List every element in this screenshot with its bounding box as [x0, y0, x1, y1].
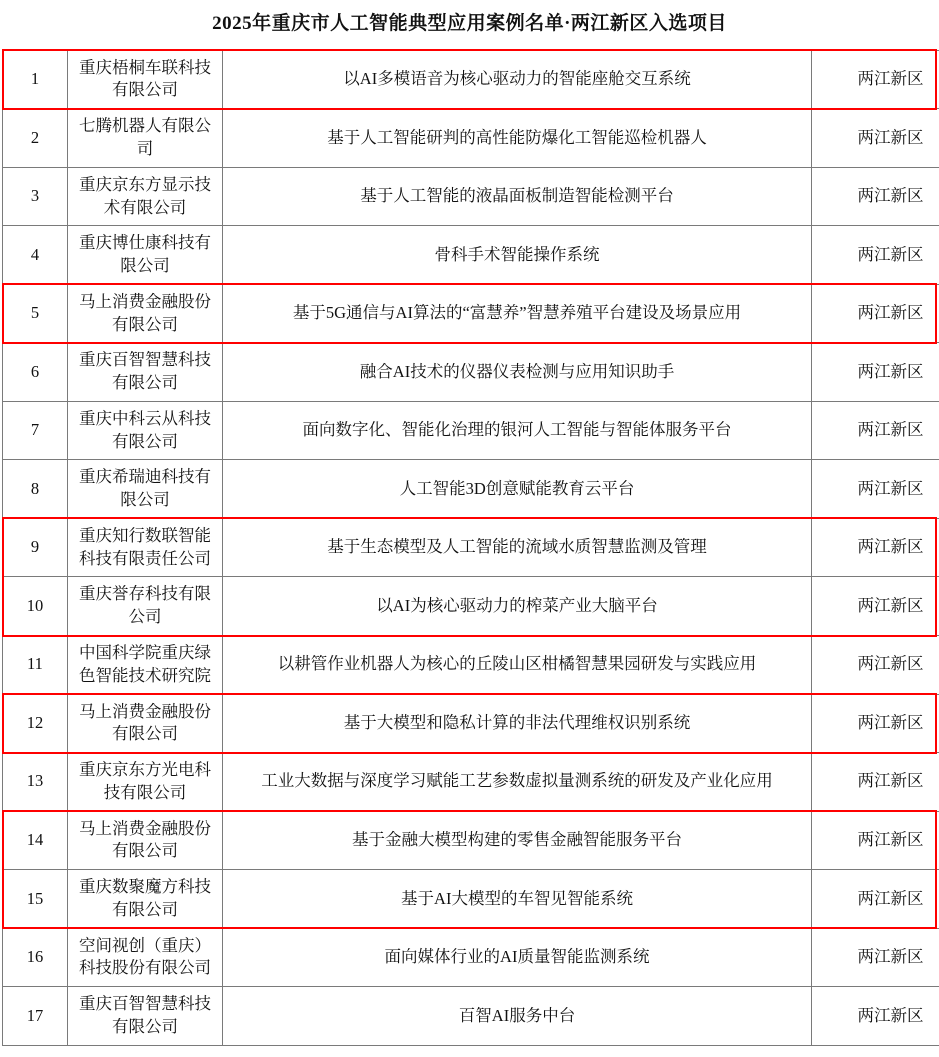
table-row — [3, 928, 939, 987]
cell-organization: 马上消费金融股份有限公司 — [68, 694, 223, 753]
cell-index: 2 — [3, 109, 68, 168]
cell-area: 两江新区 — [812, 109, 939, 168]
cell-organization: 中国科学院重庆绿色智能技术研究院 — [68, 636, 223, 695]
cell-project: 人工智能3D创意赋能教育云平台 — [223, 460, 812, 519]
cell-organization: 重庆京东方显示技术有限公司 — [68, 167, 223, 226]
cell-area: 两江新区 — [812, 50, 939, 109]
cell-index: 11 — [3, 636, 68, 695]
table-row — [3, 343, 939, 402]
cell-area: 两江新区 — [812, 401, 939, 460]
cell-area: 两江新区 — [812, 577, 939, 636]
cell-index: 8 — [3, 460, 68, 519]
cell-project: 基于人工智能的液晶面板制造智能检测平台 — [223, 167, 812, 226]
table-row — [3, 753, 939, 812]
cell-area: 两江新区 — [812, 343, 939, 402]
cell-organization: 重庆誉存科技有限公司 — [68, 577, 223, 636]
cell-project: 融合AI技术的仪器仪表检测与应用知识助手 — [223, 343, 812, 402]
cell-area: 两江新区 — [812, 284, 939, 343]
table-row — [3, 50, 939, 109]
cell-area: 两江新区 — [812, 811, 939, 870]
cell-project: 基于AI大模型的车智见智能系统 — [223, 870, 812, 929]
table-row — [3, 870, 939, 929]
cell-project: 基于5G通信与AI算法的“富慧养”智慧养殖平台建设及场景应用 — [223, 284, 812, 343]
cell-area: 两江新区 — [812, 226, 939, 285]
cell-index: 17 — [3, 987, 68, 1046]
cell-area: 两江新区 — [812, 928, 939, 987]
cell-index: 5 — [3, 284, 68, 343]
cell-organization: 七腾机器人有限公司 — [68, 109, 223, 168]
cell-area: 两江新区 — [812, 753, 939, 812]
cell-index: 7 — [3, 401, 68, 460]
cell-area: 两江新区 — [812, 518, 939, 577]
cell-project: 基于大模型和隐私计算的非法代理维权识别系统 — [223, 694, 812, 753]
table-wrapper — [0, 50, 939, 1046]
table-row — [3, 987, 939, 1046]
cell-organization: 重庆百智智慧科技有限公司 — [68, 987, 223, 1046]
cell-organization: 重庆梧桐车联科技有限公司 — [68, 50, 223, 109]
table-row — [3, 167, 939, 226]
table-row — [3, 518, 939, 577]
cell-project: 面向媒体行业的AI质量智能监测系统 — [223, 928, 812, 987]
cell-index: 3 — [3, 167, 68, 226]
cell-project: 以耕管作业机器人为核心的丘陵山区柑橘智慧果园研发与实践应用 — [223, 636, 812, 695]
table-row — [3, 401, 939, 460]
cell-organization: 重庆中科云从科技有限公司 — [68, 401, 223, 460]
cell-index: 6 — [3, 343, 68, 402]
cell-area: 两江新区 — [812, 167, 939, 226]
cell-index: 12 — [3, 694, 68, 753]
table-row — [3, 284, 939, 343]
cell-project: 基于生态模型及人工智能的流域水质智慧监测及管理 — [223, 518, 812, 577]
cell-organization: 重庆数聚魔方科技有限公司 — [68, 870, 223, 929]
cell-project: 基于人工智能研判的高性能防爆化工智能巡检机器人 — [223, 109, 812, 168]
cell-index: 4 — [3, 226, 68, 285]
cell-organization: 空间视创（重庆）科技股份有限公司 — [68, 928, 223, 987]
cell-area: 两江新区 — [812, 636, 939, 695]
cell-area: 两江新区 — [812, 460, 939, 519]
table-body — [3, 50, 939, 1045]
table-row — [3, 811, 939, 870]
table-row — [3, 460, 939, 519]
cell-project: 基于金融大模型构建的零售金融智能服务平台 — [223, 811, 812, 870]
cell-organization: 重庆博仕康科技有限公司 — [68, 226, 223, 285]
application-cases-table — [2, 50, 939, 1046]
table-row — [3, 226, 939, 285]
page-title: 2025年重庆市人工智能典型应用案例名单·两江新区入选项目 — [212, 13, 727, 34]
table-row — [3, 636, 939, 695]
cell-project: 以AI为核心驱动力的榨菜产业大脑平台 — [223, 577, 812, 636]
cell-organization: 重庆京东方光电科技有限公司 — [68, 753, 223, 812]
cell-organization: 重庆希瑞迪科技有限公司 — [68, 460, 223, 519]
cell-project: 工业大数据与深度学习赋能工艺参数虚拟量测系统的研发及产业化应用 — [223, 753, 812, 812]
cell-project: 百智AI服务中台 — [223, 987, 812, 1046]
cell-organization: 马上消费金融股份有限公司 — [68, 811, 223, 870]
cell-project: 以AI多模语音为核心驱动力的智能座舱交互系统 — [223, 50, 812, 109]
table-row — [3, 109, 939, 168]
cell-area: 两江新区 — [812, 694, 939, 753]
table-row — [3, 694, 939, 753]
table-row — [3, 577, 939, 636]
cell-index: 13 — [3, 753, 68, 812]
cell-organization: 马上消费金融股份有限公司 — [68, 284, 223, 343]
cell-organization: 重庆知行数联智能科技有限责任公司 — [68, 518, 223, 577]
cell-index: 15 — [3, 870, 68, 929]
cell-area: 两江新区 — [812, 870, 939, 929]
cell-index: 16 — [3, 928, 68, 987]
cell-area: 两江新区 — [812, 987, 939, 1046]
cell-index: 10 — [3, 577, 68, 636]
cell-project: 面向数字化、智能化治理的银河人工智能与智能体服务平台 — [223, 401, 812, 460]
cell-index: 9 — [3, 518, 68, 577]
cell-project: 骨科手术智能操作系统 — [223, 226, 812, 285]
cell-index: 1 — [3, 50, 68, 109]
cell-organization: 重庆百智智慧科技有限公司 — [68, 343, 223, 402]
cell-index: 14 — [3, 811, 68, 870]
